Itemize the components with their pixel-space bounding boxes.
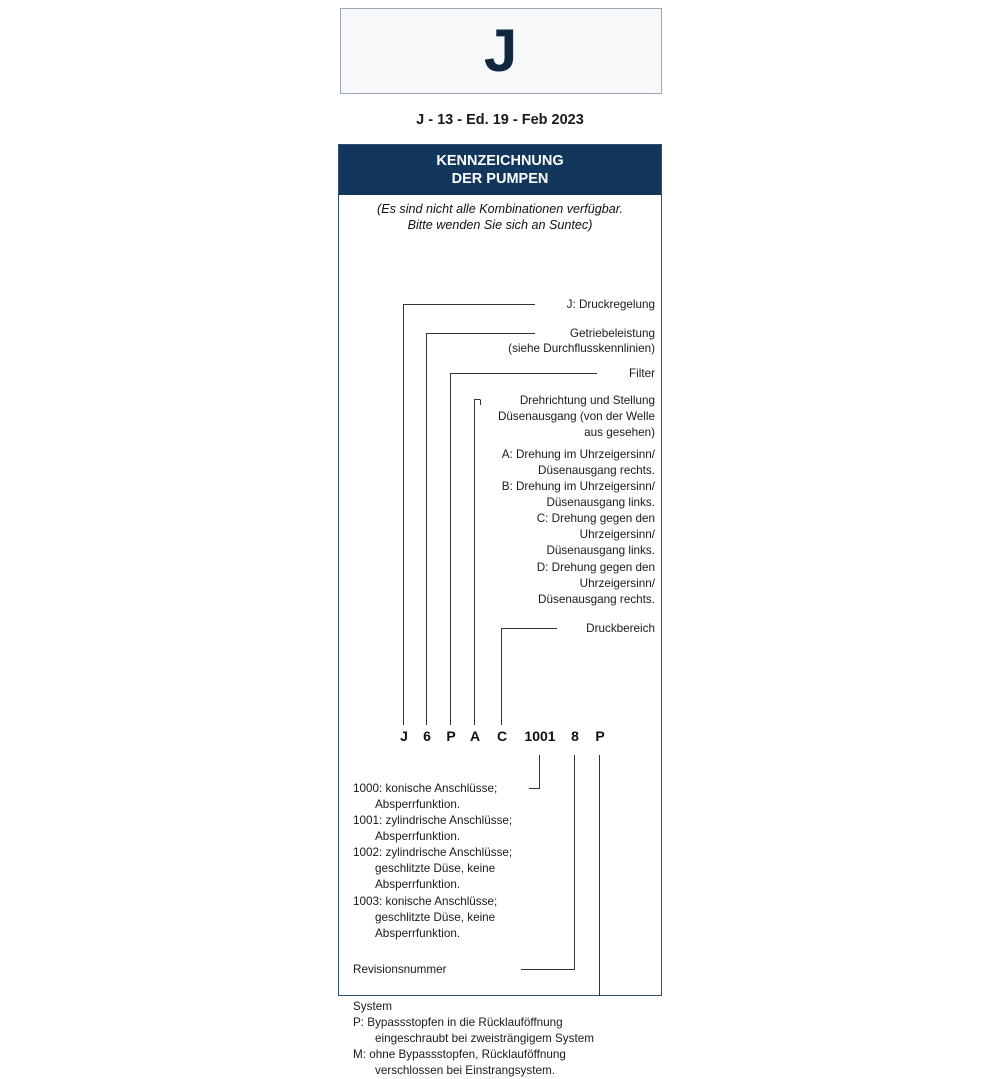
panel-note <box>339 195 661 236</box>
label-rotation-title-3: aus gesehen) <box>584 425 655 439</box>
label-pressure-regulation: J: Druckregelung <box>566 297 655 311</box>
label-rotation-c-2: Uhrzeigersinn/ <box>579 527 655 541</box>
label-rotation-title-2: Düsenausgang (von der Welle <box>497 409 655 423</box>
label-rotation-d-2: Uhrzeigersinn/ <box>579 576 655 590</box>
label-system-m-line1: M: ohne Bypassstopfen, Rücklauföffnung <box>353 1047 566 1061</box>
code-char-c: C <box>496 727 508 744</box>
label-rotation-c-3: Düsenausgang links. <box>546 543 655 557</box>
label-rotation-b-2: Düsenausgang links. <box>546 495 655 509</box>
label-rotation-b-1: B: Drehung im Uhrzeigersinn/ <box>501 479 655 493</box>
label-1001-line1: 1001: zylindrische Anschlüsse; <box>353 813 513 827</box>
label-1002-line3: Absperrfunktion. <box>375 877 461 891</box>
label-1002-line2: geschlitzte Düse, keine <box>375 861 496 875</box>
panel-note-line2: Bitte wenden Sie sich an Suntec) <box>407 218 593 233</box>
label-gear-capacity-sub: (siehe Durchflusskennlinien) <box>508 341 655 355</box>
label-system-title: System <box>353 999 392 1013</box>
label-revision-number: Revisionsnummer <box>353 962 447 976</box>
label-rotation-d-3: Düsenausgang rechts. <box>538 592 655 606</box>
label-1003-line3: Absperrfunktion. <box>375 926 461 940</box>
panel-title-line1: KENNZEICHNUNG <box>436 152 564 169</box>
code-char-8: 8 <box>571 727 579 744</box>
label-pressure-range: Druckbereich <box>586 621 655 635</box>
label-1002-line1: 1002: zylindrische Anschlüsse; <box>353 845 513 859</box>
panel-title-line2: DER PUMPEN <box>451 171 549 187</box>
label-filter: Filter <box>629 366 655 380</box>
code-char-a: A <box>469 727 481 744</box>
pump-designation-panel <box>338 144 662 1077</box>
label-system-m-line2: verschlossen bei Einstrangsystem. <box>375 1063 555 1077</box>
label-1003-line2: geschlitzte Düse, keine <box>375 910 496 924</box>
label-system-p-line2: eingeschraubt bei zweisträngigem System <box>375 1031 594 1045</box>
label-rotation-c-1: C: Drehung gegen den <box>536 511 655 525</box>
designation-diagram <box>339 236 661 1077</box>
pump-letter: J <box>483 17 519 84</box>
label-rotation-title-1: Drehrichtung und Stellung <box>519 393 655 407</box>
document-reference: J - 13 - Ed. 19 - Feb 2023 <box>416 112 584 128</box>
code-char-j: J <box>400 727 408 744</box>
pump-letter-box <box>340 8 662 94</box>
code-char-1001: 1001 <box>524 727 556 744</box>
label-rotation-d-1: D: Drehung gegen den <box>536 560 655 574</box>
label-1000-line2: Absperrfunktion. <box>375 797 461 811</box>
code-char-p: P <box>446 727 456 744</box>
panel-header <box>339 145 661 195</box>
label-rotation-a-1: A: Drehung im Uhrzeigersinn/ <box>501 447 655 461</box>
label-gear-capacity: Getriebeleistung <box>569 326 655 340</box>
label-1001-line2: Absperrfunktion. <box>375 829 461 843</box>
label-rotation-a-2: Düsenausgang rechts. <box>538 463 655 477</box>
designation-code-row <box>339 728 661 750</box>
code-char-6: 6 <box>423 727 431 744</box>
label-system-p-line1: P: Bypassstopfen in die Rücklauföffnung <box>353 1015 563 1029</box>
label-1000-line1: 1000: konische Anschlüsse; <box>353 781 498 795</box>
panel-note-line1: (Es sind nicht alle Kombinationen verfügbar. <box>377 202 623 216</box>
code-char-p2: P <box>595 727 605 744</box>
label-1003-line1: 1003: konische Anschlüsse; <box>353 894 498 908</box>
